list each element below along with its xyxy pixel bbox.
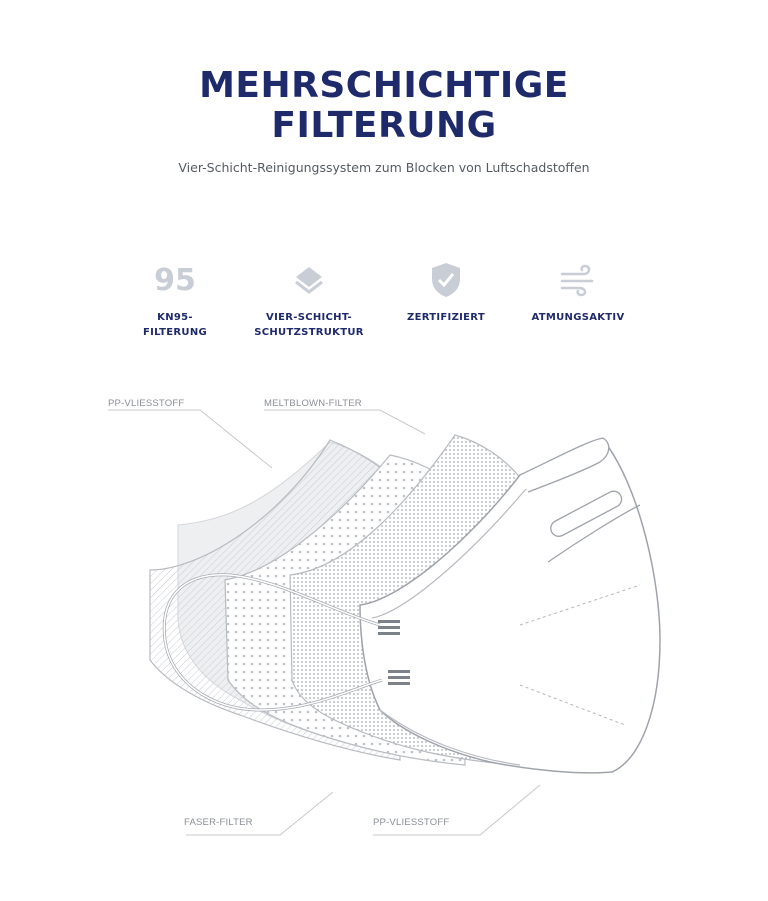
feature-label-line: SCHUTZSTRUKTUR — [254, 327, 364, 338]
callout-faser: FASER-FILTER — [184, 817, 253, 828]
feature-label-line: VIER-SCHICHT- — [266, 312, 352, 323]
feature-label — [508, 310, 648, 325]
feature-label — [239, 310, 379, 340]
wind-icon — [508, 258, 648, 302]
feature-label-line: FILTERUNG — [142, 327, 208, 338]
layers-icon — [239, 258, 379, 302]
feature-label — [105, 310, 245, 340]
subtitle: Vier-Schicht-Reinigungssystem zum Blocken von Luftschadstoffen — [178, 160, 590, 175]
feature-label — [376, 310, 516, 325]
page-title — [0, 66, 768, 146]
95-badge-text: 95 — [154, 262, 196, 298]
feature-kn95 — [105, 258, 245, 340]
callout-pp-top: PP-VLIESSTOFF — [108, 398, 185, 409]
feature-certified — [376, 258, 516, 325]
mask-layers-illustration — [0, 380, 768, 860]
shield-check-icon — [376, 258, 516, 302]
callout-meltblown: MELTBLOWN-FILTER — [264, 398, 362, 409]
feature-label-line: ATMUNGSAKTIV — [531, 312, 625, 323]
feature-four-layer — [239, 258, 379, 340]
95-badge-icon — [105, 258, 245, 302]
feature-label-line: KN95- — [157, 312, 193, 323]
callout-pp-bottom: PP-VLIESSTOFF — [373, 817, 450, 828]
title-line-1: MEHRSCHICHTIGE — [199, 65, 569, 106]
feature-breathable — [508, 258, 648, 325]
title-line-2: FILTERUNG — [271, 105, 497, 146]
feature-label-line: ZERTIFIZIERT — [407, 312, 485, 323]
